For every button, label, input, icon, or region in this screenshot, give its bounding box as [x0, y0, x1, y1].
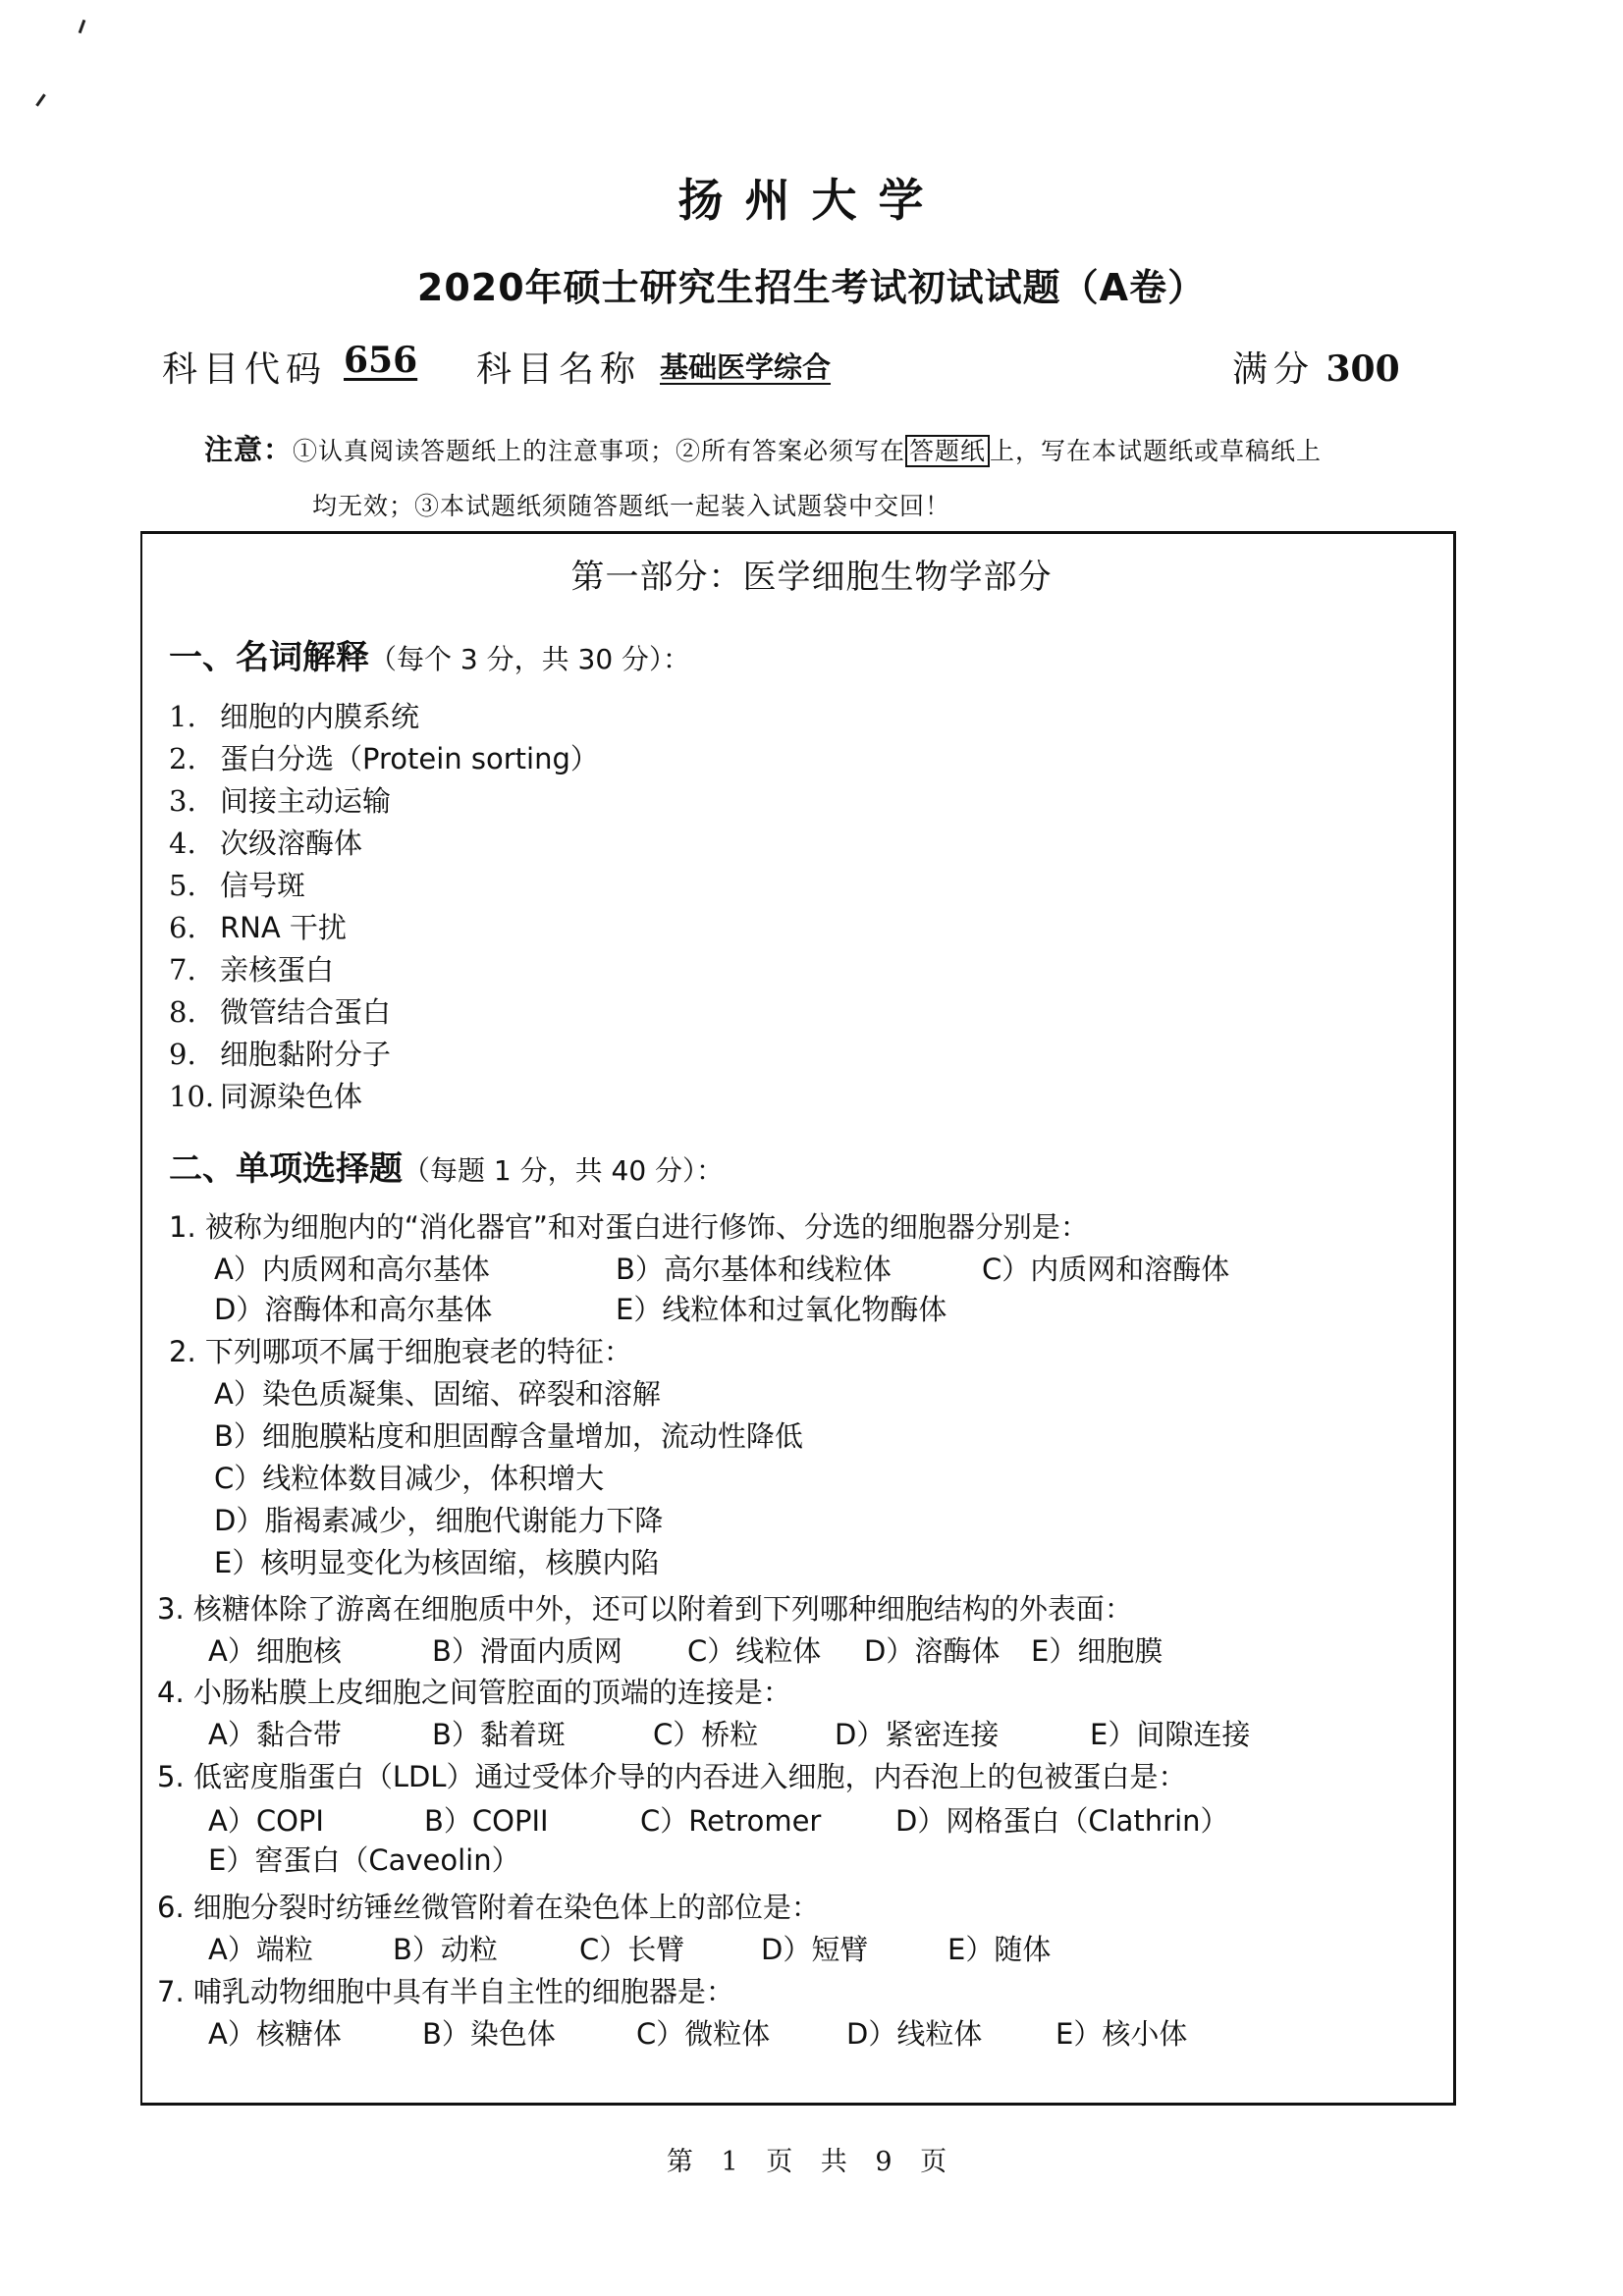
option: B）细胞膜粘度和胆固醇含量增加，流动性降低: [214, 1419, 803, 1453]
option: C）Retromer: [640, 1804, 822, 1838]
term-item: 6. RNA 干扰: [169, 911, 347, 944]
option: A）细胞核: [208, 1634, 342, 1668]
option: E）细胞膜: [1031, 1634, 1163, 1668]
option: A）端粒: [208, 1933, 313, 1966]
option: B）黏着斑: [432, 1718, 566, 1751]
term-item: 8. 微管结合蛋白: [169, 995, 392, 1029]
university-name: 扬州大学: [677, 174, 946, 227]
section-1-title: 一、名词解释: [169, 638, 369, 677]
full-score-field: [1232, 342, 1400, 392]
option: D）溶酶体和高尔基体: [214, 1293, 493, 1326]
section-1-note: （每个 3 分，共 30 分）：: [369, 643, 691, 675]
option: D）短臂: [761, 1933, 869, 1966]
section-2-heading: [169, 1142, 724, 1190]
option: C）线粒体: [687, 1634, 822, 1668]
notice-text-1b: 上，写在本试题纸或草稿纸上: [990, 437, 1323, 465]
option: B）动粒: [393, 1933, 498, 1966]
option: A）核糖体: [208, 2017, 342, 2051]
question-stem: 3. 核糖体除了游离在细胞质中外，还可以附着到下列哪种细胞结构的外表面：: [157, 1592, 1133, 1626]
option: E）窖蛋白（Caveolin）: [208, 1843, 520, 1877]
part-title: 第一部分：医学细胞生物学部分: [570, 558, 1053, 597]
subject-code-label: 科目代码: [162, 349, 328, 390]
option: A）染色质凝集、固缩、碎裂和溶解: [214, 1377, 661, 1411]
option: C）线粒体数目减少，体积增大: [214, 1462, 605, 1495]
option: E）核小体: [1055, 2017, 1188, 2051]
term-item: 2. 蛋白分选（Protein sorting）: [169, 742, 599, 775]
option: E）随体: [947, 1933, 1052, 1966]
option: A）COPI: [208, 1804, 324, 1838]
subject-code-field: [162, 342, 327, 392]
option: B）高尔基体和线粒体: [616, 1253, 892, 1286]
notice-text-1a: ①认真阅读答题纸上的注意事项；②所有答案必须写在: [293, 437, 906, 465]
full-score-value: 300: [1325, 348, 1400, 390]
answer-sheet-boxed-text: 答题纸: [905, 435, 990, 467]
term-item: 1. 细胞的内膜系统: [169, 700, 420, 733]
subject-name-value-wrap: [660, 346, 831, 386]
notice-line-1: [204, 428, 1322, 468]
question-stem: 4. 小肠粘膜上皮细胞之间管腔面的顶端的连接是：: [157, 1676, 791, 1709]
section-1-heading: [169, 630, 690, 678]
option: B）染色体: [422, 2017, 556, 2051]
option: A）黏合带: [208, 1718, 342, 1751]
option: D）脂褐素减少，细胞代谢能力下降: [214, 1504, 664, 1537]
term-item: 7. 亲核蛋白: [169, 953, 335, 987]
option: E）线粒体和过氧化物酶体: [616, 1293, 947, 1326]
option: B）滑面内质网: [432, 1634, 622, 1668]
term-item: 9. 细胞黏附分子: [169, 1038, 392, 1071]
option: C）内质网和溶酶体: [982, 1253, 1230, 1286]
question-stem: 5. 低密度脂蛋白（LDL）通过受体介导的内吞进入细胞，内吞泡上的包被蛋白是：: [157, 1760, 1187, 1793]
option: E）核明显变化为核固缩，核膜内陷: [214, 1546, 660, 1579]
question-stem: 2. 下列哪项不属于细胞衰老的特征：: [169, 1335, 632, 1368]
scan-speck: [79, 20, 86, 33]
subject-code-value: 656: [344, 340, 418, 381]
option: C）长臂: [579, 1933, 685, 1966]
scan-speck: [35, 93, 45, 106]
question-stem: 1. 被称为细胞内的“消化器官”和对蛋白进行修饰、分选的细胞器分别是：: [169, 1210, 1089, 1244]
term-item: 4. 次级溶酶体: [169, 827, 363, 860]
option: D）线粒体: [846, 2017, 983, 2051]
notice-line-2: 均无效；③本试题纸须随答题纸一起装入试题袋中交回！: [312, 492, 951, 520]
term-item: 10. 同源染色体: [169, 1080, 363, 1113]
section-2-title: 二、单项选择题: [169, 1149, 403, 1189]
term-item: 3. 间接主动运输: [169, 784, 392, 818]
question-stem: 6. 细胞分裂时纺锤丝微管附着在染色体上的部位是：: [157, 1891, 820, 1924]
page-indicator: 第 1 页 共 9 页: [666, 2147, 957, 2177]
subject-code-value-wrap: [344, 340, 417, 381]
option: A）内质网和高尔基体: [214, 1253, 490, 1286]
section-2-note: （每题 1 分，共 40 分）：: [403, 1154, 725, 1187]
subject-name-label: 科目名称: [476, 349, 642, 390]
option: C）桥粒: [653, 1718, 759, 1751]
question-stem: 7. 哺乳动物细胞中具有半自主性的细胞器是：: [157, 1975, 734, 2008]
subject-name-value: 基础医学综合: [660, 350, 832, 384]
exam-title: 2020年硕士研究生招生考试初试试题（A卷）: [416, 266, 1207, 309]
option: D）紧密连接: [835, 1718, 1000, 1751]
full-score-label: 满分: [1232, 349, 1316, 390]
term-item: 5. 信号斑: [169, 869, 306, 902]
option: D）溶酶体: [864, 1634, 1001, 1668]
notice-label: 注意：: [204, 433, 294, 466]
option: B）COPII: [424, 1804, 549, 1838]
option: C）微粒体: [636, 2017, 771, 2051]
subject-name-field: [476, 342, 641, 392]
option: E）间隙连接: [1090, 1718, 1251, 1751]
option: D）网格蛋白（Clathrin）: [895, 1804, 1229, 1838]
